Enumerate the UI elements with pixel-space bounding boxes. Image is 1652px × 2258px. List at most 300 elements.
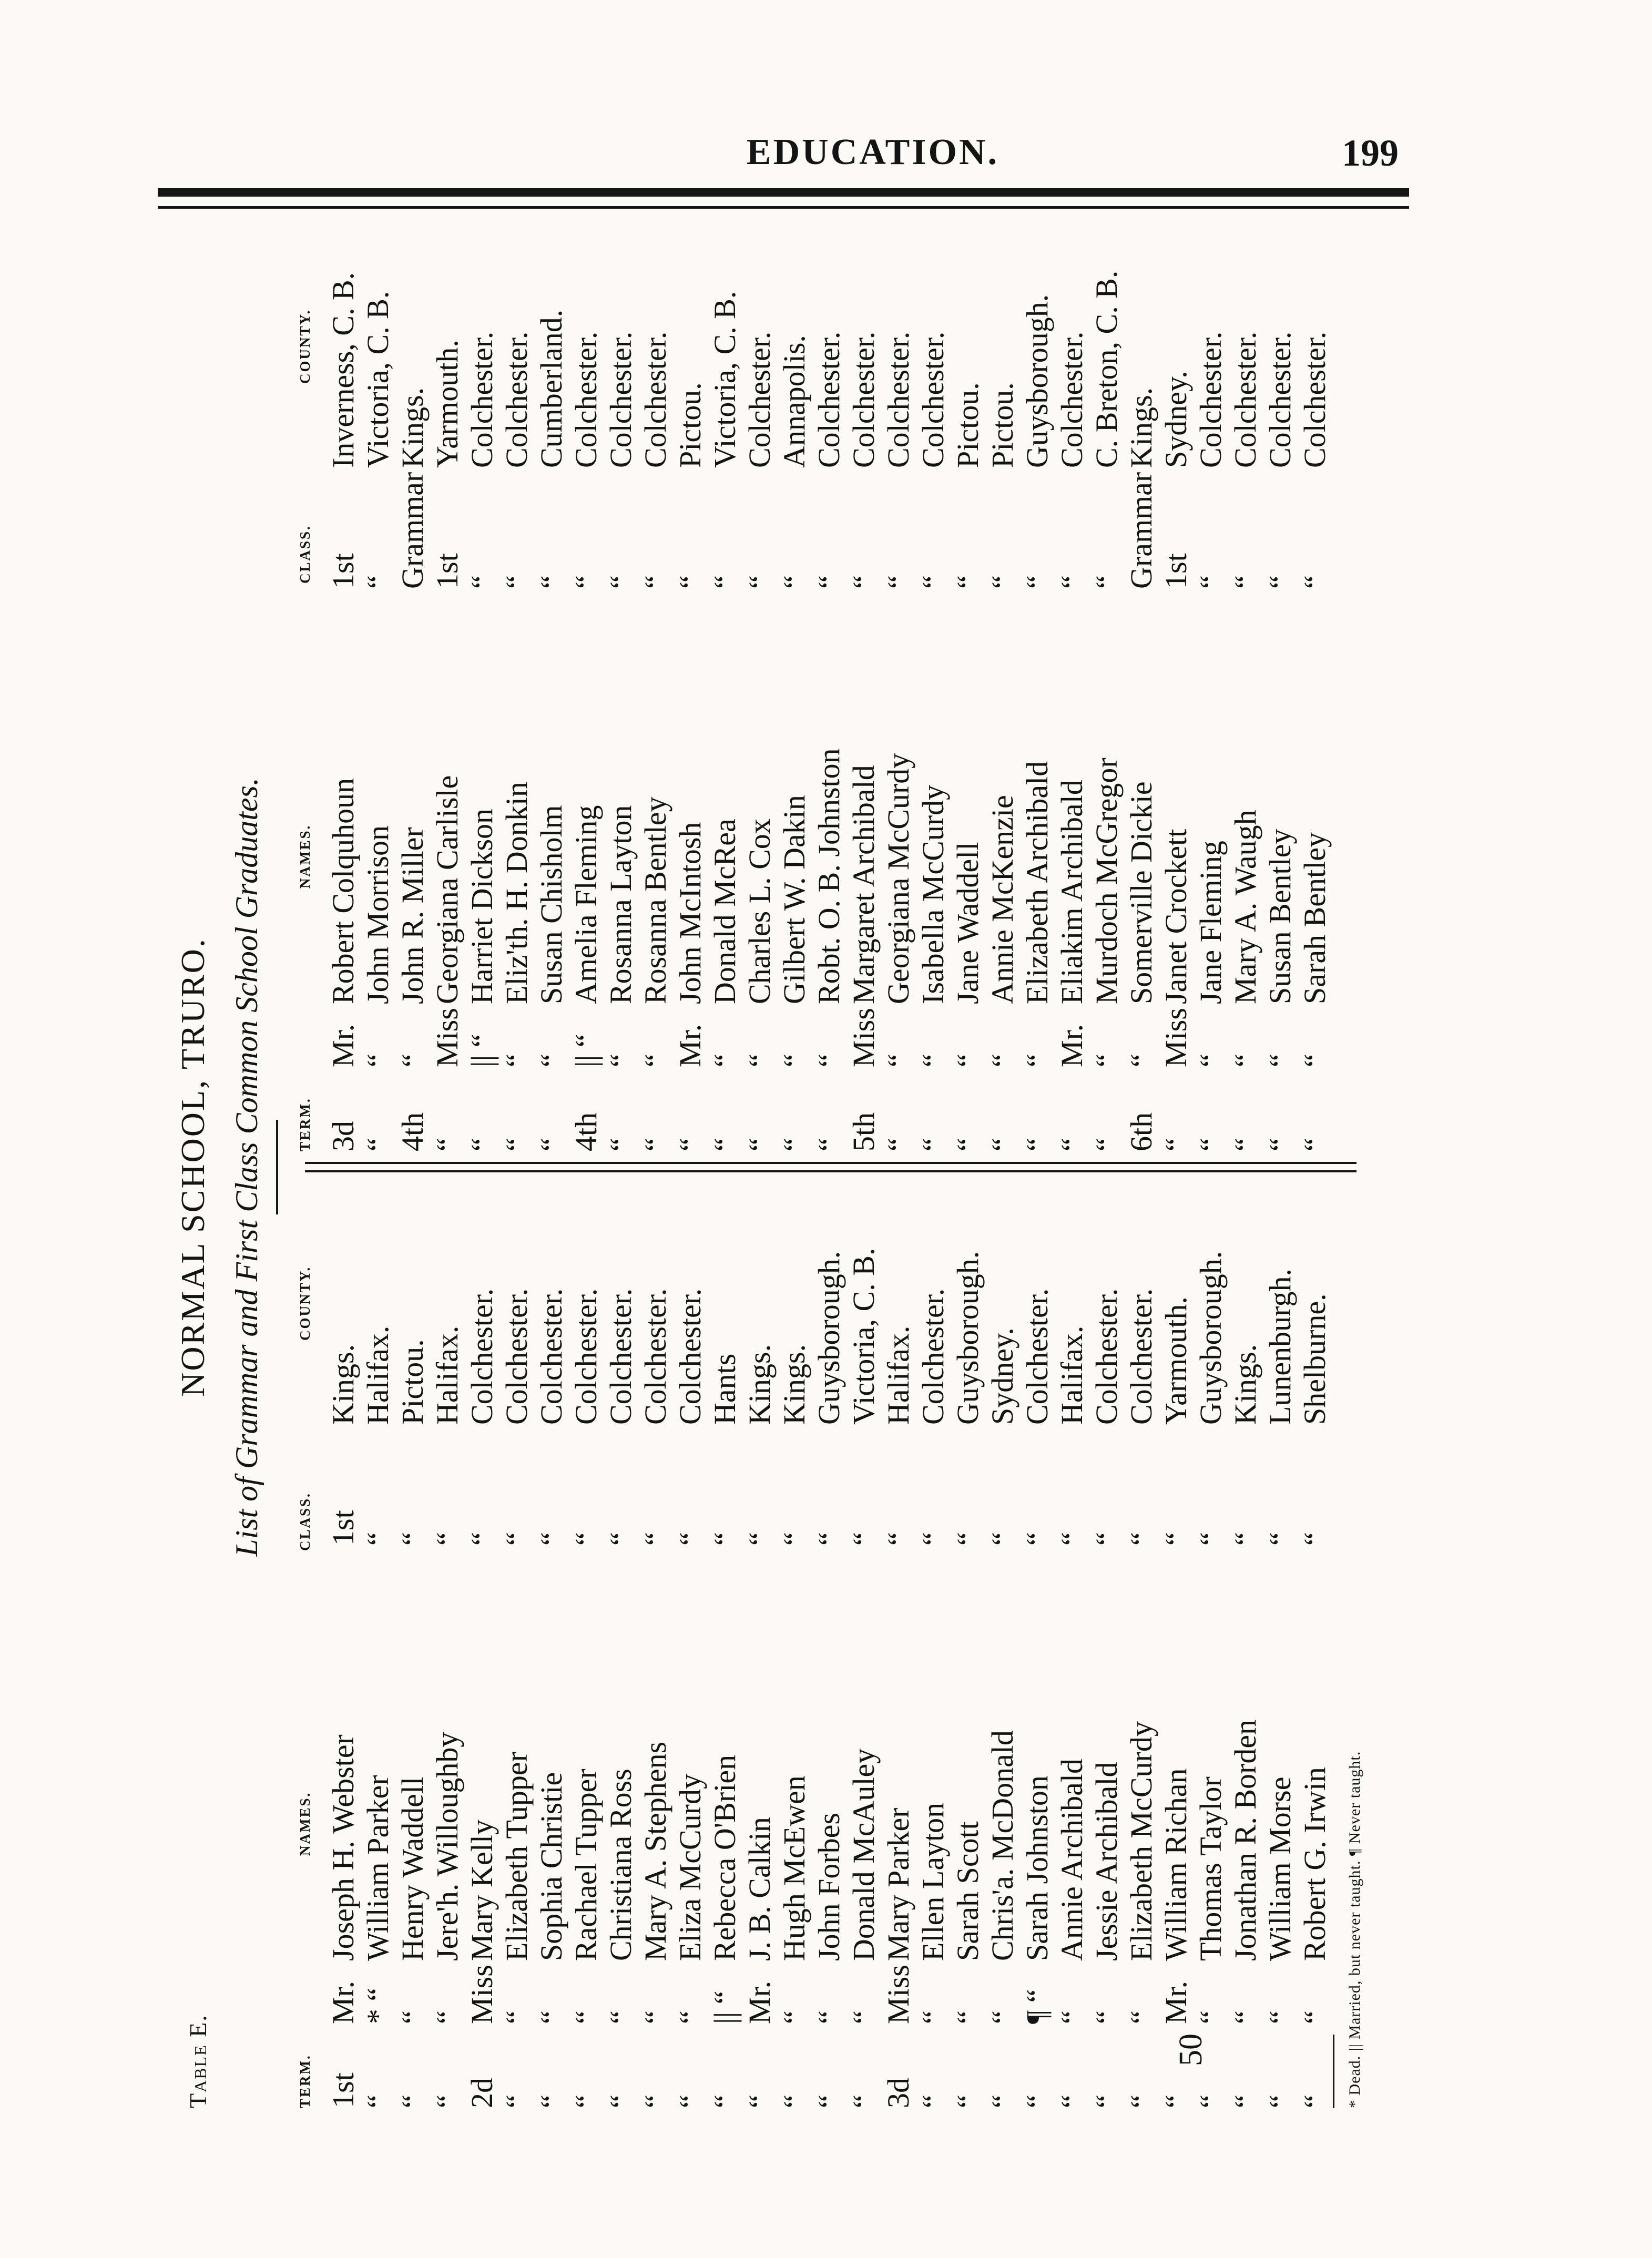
row-county: Colchester. xyxy=(604,1288,638,1425)
table-row xyxy=(847,1183,881,2108)
row-county: Inverness, C. B. xyxy=(326,272,360,468)
left-term-header: TERM. xyxy=(297,2054,313,2108)
column-divider xyxy=(305,1162,1357,1172)
row-cls: “ xyxy=(742,1532,777,1546)
table-row xyxy=(1159,226,1194,1151)
row-prefix: || “ xyxy=(465,1034,499,1067)
row-cls: “ xyxy=(1124,1532,1158,1546)
row-county: Cumberland. xyxy=(534,309,568,468)
row-county: Pictou. xyxy=(951,382,985,468)
row-cls: “ xyxy=(673,575,707,589)
row-cls: “ xyxy=(1020,1532,1054,1546)
row-name: Elizabeth Archibald xyxy=(1020,761,1054,1004)
row-name: Mary Parker xyxy=(881,1807,915,1961)
row-prefix: “ xyxy=(847,2010,881,2024)
row-county: Annapolis. xyxy=(777,335,811,468)
row-county: Kings. xyxy=(1228,1344,1262,1425)
row-term: 6th xyxy=(1124,1112,1158,1151)
table-row xyxy=(673,1183,708,2108)
table-label: Table E. xyxy=(185,2014,211,2108)
row-cls: “ xyxy=(1228,575,1262,589)
table-row xyxy=(1228,226,1263,1151)
row-term: 5th xyxy=(847,1112,881,1151)
row-prefix: “ xyxy=(1124,2010,1158,2024)
row-name: Elizabeth McCurdy xyxy=(1124,1721,1158,1961)
row-cls: 1st xyxy=(326,553,360,589)
row-prefix: “ xyxy=(534,1054,568,1067)
row-cls: “ xyxy=(916,575,950,589)
row-county: Colchester. xyxy=(569,1288,603,1425)
row-prefix: “ xyxy=(985,1054,1019,1067)
row-name: Donald McAuley xyxy=(847,1748,881,1961)
left-county-header: COUNTY. xyxy=(297,1265,313,1341)
header-rule-thick xyxy=(158,188,1409,197)
row-term: 3d xyxy=(326,1121,360,1151)
row-term: “ xyxy=(916,2094,950,2108)
row-prefix: “ xyxy=(361,1054,395,1067)
row-prefix: “ xyxy=(985,2010,1019,2024)
row-cls: “ xyxy=(742,575,777,589)
table-row xyxy=(465,226,499,1151)
row-prefix: “ xyxy=(604,1054,638,1067)
row-prefix: “ xyxy=(951,1054,985,1067)
table-row xyxy=(708,226,742,1151)
row-term: “ xyxy=(638,2094,672,2108)
row-prefix: “ xyxy=(430,2010,464,2024)
row-term: “ xyxy=(985,2094,1019,2108)
row-prefix: “ xyxy=(673,2010,707,2024)
row-name: Mary A. Stephens xyxy=(638,1741,672,1961)
row-prefix: “ xyxy=(951,2010,985,2024)
row-county: Colchester. xyxy=(881,331,915,468)
table-row xyxy=(430,226,465,1151)
row-name: Harriet Dickson xyxy=(465,808,499,1004)
table-row xyxy=(1263,226,1298,1151)
table-row xyxy=(1055,226,1089,1151)
row-county: Kings. xyxy=(742,1344,777,1425)
row-name: Murdoch McGregor xyxy=(1089,758,1124,1004)
row-county: Victoria, C. B. xyxy=(361,291,395,468)
row-cls: “ xyxy=(847,1532,881,1546)
table-row xyxy=(499,1183,534,2108)
row-name: Sophia Christie xyxy=(534,1772,568,1961)
row-county: Guysborough. xyxy=(812,1251,846,1425)
row-county: Colchester. xyxy=(812,331,846,468)
rotated-table-page xyxy=(174,226,1383,2108)
row-cls: “ xyxy=(951,575,985,589)
row-county: Halifax. xyxy=(430,1325,464,1425)
row-county: Kings. xyxy=(777,1344,811,1425)
table-row xyxy=(534,226,569,1151)
row-prefix: Mr. xyxy=(1055,1024,1089,1067)
row-county: Guysborough. xyxy=(1020,294,1054,468)
row-term: “ xyxy=(777,2094,811,2108)
row-name: Annie McKenzie xyxy=(985,795,1019,1004)
table-row xyxy=(847,226,881,1151)
row-county: Guysborough. xyxy=(1194,1251,1228,1425)
row-cls: “ xyxy=(673,1532,707,1546)
row-name: Annie Archibald xyxy=(1055,1759,1089,1961)
row-name: Rosanna Layton xyxy=(604,805,638,1004)
table-row xyxy=(881,1183,916,2108)
row-county: Victoria, C. B. xyxy=(708,291,742,468)
row-prefix: “ xyxy=(777,1054,811,1067)
row-prefix: “ xyxy=(777,2010,811,2024)
row-cls: “ xyxy=(812,575,846,589)
subtitle-underline xyxy=(276,1120,278,1214)
table-row xyxy=(985,226,1020,1151)
row-cls: “ xyxy=(881,575,915,589)
row-term: 3d xyxy=(881,2078,915,2108)
row-cls: “ xyxy=(499,575,534,589)
table-row xyxy=(1194,1183,1228,2108)
row-term: “ xyxy=(742,2094,777,2108)
row-county: Yarmouth. xyxy=(1159,1296,1193,1425)
row-cls: Grammar xyxy=(395,472,430,589)
row-county: Victoria, C. B. xyxy=(847,1248,881,1425)
row-prefix: “ xyxy=(916,1054,950,1067)
row-name: Mary Kelly xyxy=(465,1820,499,1961)
row-name: Sarah Johnston xyxy=(1020,1775,1054,1961)
row-prefix: Mr. xyxy=(742,1980,777,2024)
row-name: Joseph H. Webster xyxy=(326,1734,360,1961)
row-term: “ xyxy=(1228,1138,1262,1151)
table-row xyxy=(1124,226,1159,1151)
row-cls: “ xyxy=(569,1532,603,1546)
row-prefix: “ xyxy=(1194,2010,1228,2024)
row-term: “ xyxy=(985,1138,1019,1151)
row-term: “ xyxy=(1159,2094,1193,2108)
row-county: Sydney. xyxy=(1159,371,1193,468)
row-term: “ xyxy=(951,2094,985,2108)
row-cls: “ xyxy=(985,1532,1019,1546)
row-cls: 1st xyxy=(430,553,464,589)
row-cls: “ xyxy=(465,575,499,589)
row-name: Georgiana McCurdy xyxy=(881,753,915,1004)
row-cls: “ xyxy=(499,1532,534,1546)
row-county: Colchester. xyxy=(1263,331,1297,468)
table-row xyxy=(1228,1183,1263,2108)
row-term: “ xyxy=(499,2094,534,2108)
row-county: Colchester. xyxy=(638,1288,672,1425)
row-term: “ xyxy=(465,1138,499,1151)
table-row xyxy=(604,1183,638,2108)
row-term: “ xyxy=(1159,1138,1193,1151)
row-term: “ xyxy=(1194,2094,1228,2108)
page-number: 199 xyxy=(1342,132,1399,174)
table-row xyxy=(569,226,604,1151)
row-name: Georgiana Carlisle xyxy=(430,775,464,1004)
row-name: Amelia Fleming xyxy=(569,805,603,1004)
footnote: * Dead. || Married, but never taught. ¶ Never taught. xyxy=(1346,1751,1363,2108)
row-county: Sydney. xyxy=(985,1327,1019,1425)
row-cls: “ xyxy=(534,575,568,589)
row-cls: “ xyxy=(1020,575,1054,589)
row-prefix: “ xyxy=(1228,2010,1262,2024)
right-class-header: CLASS. xyxy=(297,525,313,584)
row-prefix: “ xyxy=(499,2010,534,2024)
row-county: Halifax. xyxy=(361,1325,395,1425)
row-name: Henry Waddell xyxy=(395,1776,430,1961)
table-row xyxy=(534,1183,569,2108)
table-row xyxy=(465,1183,499,2108)
row-county: Colchester. xyxy=(916,1288,950,1425)
row-cls: “ xyxy=(361,575,395,589)
row-name: Jessie Archibald xyxy=(1089,1762,1124,1961)
row-cls: “ xyxy=(1228,1532,1262,1546)
row-cls: “ xyxy=(395,1532,430,1546)
row-prefix: “ xyxy=(1124,1054,1158,1067)
table-row xyxy=(951,1183,985,2108)
table-row xyxy=(1263,1183,1298,2108)
row-name: John McIntosh xyxy=(673,822,707,1004)
table-row xyxy=(812,226,847,1151)
row-name: Susan Chisholm xyxy=(534,805,568,1004)
table-row xyxy=(916,1183,951,2108)
table-row xyxy=(1159,1183,1194,2108)
row-name: William Parker xyxy=(361,1775,395,1961)
table-row xyxy=(1298,226,1332,1151)
row-cls: “ xyxy=(1298,1532,1332,1546)
row-term: 2d xyxy=(465,2078,499,2108)
row-term: “ xyxy=(1089,1138,1124,1151)
row-term: “ xyxy=(361,2094,395,2108)
row-prefix: “ xyxy=(881,1054,915,1067)
table-row xyxy=(638,226,673,1151)
row-name: William Morse xyxy=(1263,1776,1297,1961)
row-county: Colchester. xyxy=(1055,331,1089,468)
row-county: Colchester. xyxy=(604,331,638,468)
row-cls: “ xyxy=(777,575,811,589)
row-term: “ xyxy=(847,2094,881,2108)
row-name: Rachael Tupper xyxy=(569,1769,603,1961)
row-county: Colchester. xyxy=(499,1288,534,1425)
row-name: Robert Colquhoun xyxy=(326,778,360,1004)
row-name: John Morrison xyxy=(361,825,395,1004)
row-prefix: “ xyxy=(1020,1054,1054,1067)
row-cls: “ xyxy=(1055,575,1089,589)
table-row xyxy=(361,226,395,1151)
row-prefix: “ xyxy=(638,2010,672,2024)
table-row xyxy=(881,226,916,1151)
table-row xyxy=(569,1183,604,2108)
row-prefix: “ xyxy=(1089,1054,1124,1067)
row-term: “ xyxy=(1055,2094,1089,2108)
row-name: John R. Miller xyxy=(395,827,430,1004)
row-term: “ xyxy=(1298,1138,1332,1151)
row-cls: “ xyxy=(465,1532,499,1546)
row-county: Colchester. xyxy=(673,1288,707,1425)
row-term: 4th xyxy=(569,1112,603,1151)
row-county: Colchester. xyxy=(916,331,950,468)
row-prefix: Mr. xyxy=(1159,1980,1193,2024)
row-cls: “ xyxy=(1194,575,1228,589)
row-county: Lunenburgh. xyxy=(1263,1269,1297,1425)
row-name: Gilbert W. Dakin xyxy=(777,795,811,1004)
row-term: “ xyxy=(673,2094,707,2108)
row-prefix: Mr. xyxy=(326,1980,360,2024)
row-county: Shelburne. xyxy=(1298,1293,1332,1425)
right-names-header: NAMES. xyxy=(297,824,313,888)
row-cls: “ xyxy=(604,1532,638,1546)
table-row xyxy=(1055,1183,1089,2108)
row-name: Jane Fleming xyxy=(1194,841,1228,1004)
table-row xyxy=(1124,1183,1159,2108)
row-term: “ xyxy=(1124,2094,1158,2108)
row-name: Hugh McEwen xyxy=(777,1775,811,1961)
row-county: Halifax. xyxy=(881,1325,915,1425)
row-name: Donald McRea xyxy=(708,819,742,1004)
row-prefix: “ xyxy=(604,2010,638,2024)
row-cls: “ xyxy=(1159,1532,1193,1546)
row-cls: “ xyxy=(569,575,603,589)
row-cls: “ xyxy=(1263,1532,1297,1546)
row-cls: “ xyxy=(638,1532,672,1546)
row-term: “ xyxy=(673,1138,707,1151)
row-name: Eliza McCurdy xyxy=(673,1774,707,1961)
table-row xyxy=(604,226,638,1151)
row-prefix: “ xyxy=(1228,1054,1262,1067)
row-prefix: “ xyxy=(395,2010,430,2024)
table-subtitle: List of Grammar and First Class Common School Graduates. xyxy=(229,778,264,1557)
row-prefix: || “ xyxy=(569,1034,603,1067)
row-county: Colchester. xyxy=(534,1288,568,1425)
row-term: “ xyxy=(499,1138,534,1151)
row-prefix: “ xyxy=(1298,2010,1332,2024)
margin-stamp: 50 xyxy=(1173,2034,1209,2066)
row-county: Guysborough. xyxy=(951,1251,985,1425)
row-cls: Grammar xyxy=(1124,472,1158,589)
row-prefix: Miss xyxy=(881,1965,915,2024)
row-cls: “ xyxy=(1298,575,1332,589)
row-county: Pictou. xyxy=(673,382,707,468)
page-header xyxy=(174,131,1399,195)
row-prefix: “ xyxy=(1194,1054,1228,1067)
table-row xyxy=(361,1183,395,2108)
row-prefix: Miss xyxy=(430,1008,464,1067)
row-prefix: “ xyxy=(812,2010,846,2024)
left-graduates-list xyxy=(326,1183,1332,2108)
row-prefix: “ xyxy=(1263,2010,1297,2024)
row-term: “ xyxy=(1020,1138,1054,1151)
row-county: Hants xyxy=(708,1353,742,1425)
row-term: “ xyxy=(951,1138,985,1151)
table-row xyxy=(638,1183,673,2108)
table-row xyxy=(673,226,708,1151)
row-cls: “ xyxy=(604,575,638,589)
row-cls: “ xyxy=(881,1532,915,1546)
row-cls: 1st xyxy=(1159,553,1193,589)
row-name: Susan Bentley xyxy=(1263,829,1297,1004)
row-term: “ xyxy=(1263,1138,1297,1151)
row-prefix: “ xyxy=(534,2010,568,2024)
row-name: Rebecca O'Brien xyxy=(708,1754,742,1961)
row-prefix: ¶ “ xyxy=(1020,1989,1054,2024)
table-row xyxy=(326,226,361,1151)
row-name: Margaret Archibald xyxy=(847,765,881,1004)
row-cls: 1st xyxy=(326,1510,360,1546)
row-name: John Forbes xyxy=(812,1813,846,1961)
left-names-header: NAMES. xyxy=(297,1791,313,1856)
row-name: J. B. Calkin xyxy=(742,1817,777,1961)
row-name: Sarah Scott xyxy=(951,1821,985,1961)
row-cls: “ xyxy=(777,1532,811,1546)
row-county: Colchester. xyxy=(465,331,499,468)
row-term: “ xyxy=(1055,1138,1089,1151)
row-county: Colchester. xyxy=(1194,331,1228,468)
row-prefix: Mr. xyxy=(673,1024,707,1067)
table-row xyxy=(985,1183,1020,2108)
row-cls: “ xyxy=(812,1532,846,1546)
right-graduates-list xyxy=(326,226,1332,1151)
table-row xyxy=(1089,1183,1124,2108)
row-prefix: Miss xyxy=(847,1008,881,1067)
row-name: Jere'h. Willoughby xyxy=(430,1732,464,1961)
row-term: “ xyxy=(777,1138,811,1151)
table-row xyxy=(742,226,777,1151)
row-county: Halifax. xyxy=(1055,1325,1089,1425)
table-row xyxy=(1298,1183,1332,2108)
row-cls: “ xyxy=(1089,575,1124,589)
table-row xyxy=(499,226,534,1151)
row-county: Colchester. xyxy=(1298,331,1332,468)
row-term: “ xyxy=(638,1138,672,1151)
row-county: Colchester. xyxy=(499,331,534,468)
row-cls: “ xyxy=(1089,1532,1124,1546)
row-prefix: “ xyxy=(499,1054,534,1067)
row-name: Janet Crockett xyxy=(1159,829,1193,1004)
row-term: “ xyxy=(812,2094,846,2108)
row-county: Colchester. xyxy=(847,331,881,468)
row-county: Colchester. xyxy=(1089,1288,1124,1425)
row-name: Isabella McCurdy xyxy=(916,784,950,1004)
table-row xyxy=(777,226,812,1151)
table-row xyxy=(951,226,985,1151)
row-county: Colchester. xyxy=(569,331,603,468)
row-term: “ xyxy=(604,2094,638,2108)
row-prefix: “ xyxy=(742,1054,777,1067)
table-row xyxy=(1020,1183,1055,2108)
row-cls: “ xyxy=(534,1532,568,1546)
row-name: Eliz'th. H. Donkin xyxy=(499,782,534,1004)
row-term: “ xyxy=(916,1138,950,1151)
row-prefix: Miss xyxy=(465,1965,499,2024)
row-term: 4th xyxy=(395,1112,430,1151)
right-term-header: TERM. xyxy=(297,1097,313,1151)
row-cls: “ xyxy=(916,1532,950,1546)
row-cls: “ xyxy=(708,575,742,589)
row-prefix: “ xyxy=(1055,2010,1089,2024)
table-row xyxy=(326,1183,361,2108)
row-prefix: “ xyxy=(1263,1054,1297,1067)
row-term: “ xyxy=(1263,2094,1297,2108)
row-name: Thomas Taylor xyxy=(1194,1776,1228,1961)
row-term: “ xyxy=(1298,2094,1332,2108)
row-name: Jane Waddell xyxy=(951,842,985,1004)
footnote-rule xyxy=(1333,2035,1334,2108)
row-term: “ xyxy=(430,1138,464,1151)
row-term: “ xyxy=(430,2094,464,2108)
table-row xyxy=(812,1183,847,2108)
row-prefix: “ xyxy=(1298,1054,1332,1067)
row-name: William Richan xyxy=(1159,1768,1193,1961)
row-name: Chris'a. McDonald xyxy=(985,1730,1019,1961)
row-prefix: “ xyxy=(638,1054,672,1067)
row-name: Robt. O. B. Johnston xyxy=(812,748,846,1004)
row-name: Charles L. Cox xyxy=(742,819,777,1004)
row-term: “ xyxy=(1228,2094,1262,2108)
row-name: Mary A. Waugh xyxy=(1228,810,1262,1004)
